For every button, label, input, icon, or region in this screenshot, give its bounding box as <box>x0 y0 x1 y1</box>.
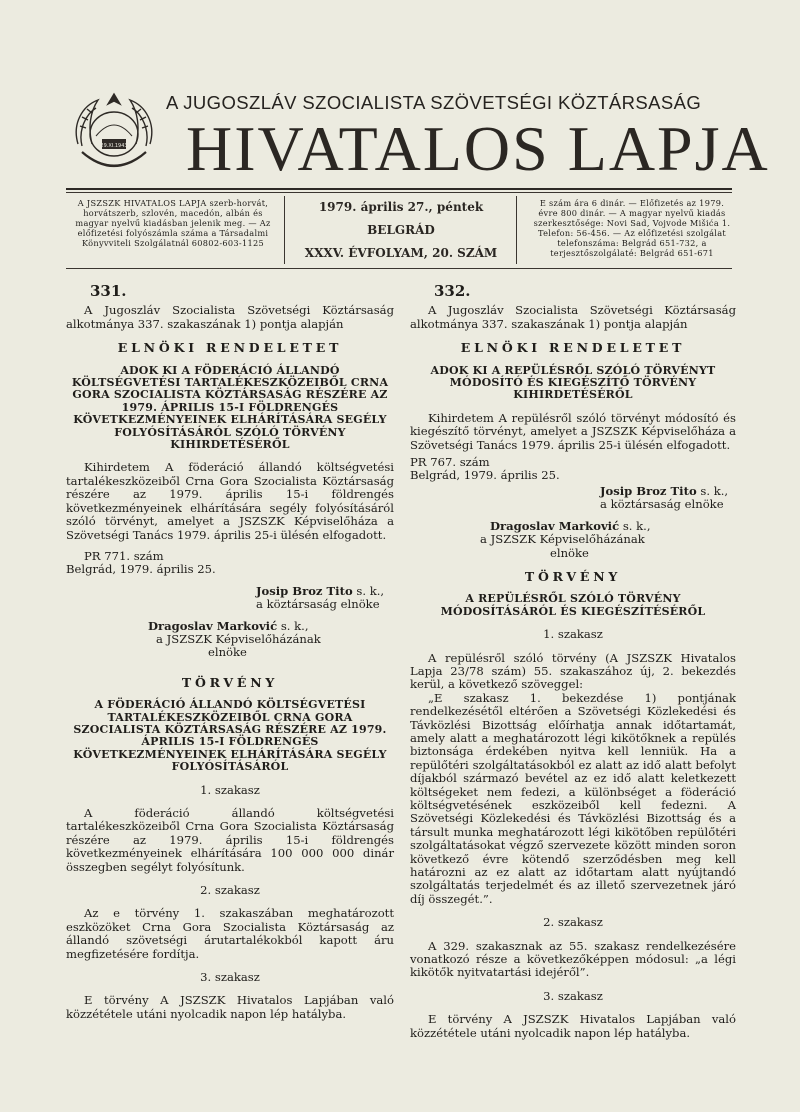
law-title: A REPÜLÉSRŐL SZÓLÓ TÖRVÉNY MÓDOSÍTÁSÁRÓL ÉS KIEGÉSZÍTÉSÉRŐL <box>440 592 706 618</box>
law-heading: TÖRVÉNY <box>524 568 622 584</box>
decree-title: ADOK KI A FÖDERÁCIÓ ÁLLANDÓ KÖLTSÉGVETÉSI TARTALÉKESZKÖZEIBŐL CRNA GORA SZOCIALISTA KÖZTÁRSASÁG RÉSZÉRE AZ 1979. ÁPRILIS 15-I FÖLDRENGÉS KÖVETKEZMÉNYEINEK ELHÁRÍTÁSÁRA SEGÉLY FOLYÓSÍTÁSÁRÓL SZÓLÓ TÖRVÉNY KIHIRDETÉSÉRŐL <box>71 363 389 452</box>
signature-markovic <box>66 620 394 660</box>
pr-number: PR 767. szám <box>410 455 490 470</box>
decree-heading: ELNÖKI RENDELETET <box>117 340 343 356</box>
section-text: „E szakasz 1. bekezdése 1) pontjának rendelkezésétől eltérően a Szövetségi Közlekedési és Távközlési Bizottság előírhatja annak időtartamát, amely alatt a meghatározott légi kikötőknek a repülés biztonsága érdekében nyitva kell lenniük. Ha a repülőtéri szolgáltatásokból ez alatt az idő alatt befolyt díjakból származó bevétel az ez idő alatt keletkezett költségeket nem fedezi, a különbséget a föderáció költségvetésének eszközeiből kell fedezni. A Szövetségi Közlekedési és Távközlési Bizottság és a társult munka meghatározott légi kikötőben repülőtéri szolgáltatásokat végző szervezete között minden soron következő évre kötendő szerződésben meg kell határozni az ez alatt az időtartam alatt nyújtandó szolgáltatás terjedelmét és az illető szervezetnek járó díj összegét.”. <box>410 690 736 906</box>
section-text: E törvény A JSZSZK Hivatalos Lapjában való közzététele utáni nyolcadik napon lép hatályba. <box>66 993 394 1021</box>
column-right <box>410 282 736 1040</box>
signer-suffix: s. k., <box>277 618 309 633</box>
section-text: A 329. szakasznak az 55. szakasz rendelkezésére vonatkozó része a következőképpen módosul: „a légi kikötők nyitvatartási idejéről”. <box>410 938 736 980</box>
section-text: E törvény A JSZSZK Hivatalos Lapjában való közzététele utáni nyolcadik napon lép hatályba. <box>410 1012 736 1040</box>
issue-volume: XXXV. ÉVFOLYAM, 20. SZÁM <box>304 246 498 260</box>
publication-info: A JSZSZK HIVATALOS LAPJA szerb-horvát, horvátszerb, szlovén, macedón, albán és magyar nyelvű kiadásban jelenik meg. — Az előfizetési folyószámla száma a Társadalmi Könyvviteli Szolgálatnál 60802-603-1125 <box>75 198 271 248</box>
law-title: A FÖDERÁCIÓ ÁLLANDÓ KÖLTSÉGVETÉSI TARTALÉKESZKÖZEIBŐL CRNA GORA SZOCIALISTA KÖZTÁRSASÁG RÉSZÉRE AZ 1979. ÁPRILIS 15-I FÖLDRENGÉS KÖVETKEZMÉNYEINEK ELHÁRÍTÁSÁRA SEGÉLY FOLYÓSÍTÁSÁRÓL <box>73 698 387 774</box>
signer-name: Josip Broz Tito <box>256 583 353 598</box>
section-heading: 3. szakasz <box>543 988 603 1003</box>
signer-role: a JSZSZK Képviselőházának <box>480 532 645 547</box>
issue-date: 1979. április 27., péntek <box>318 200 484 214</box>
signer-suffix: s. k., <box>352 583 385 598</box>
signer-role: a köztársaság elnöke <box>600 497 724 512</box>
section-heading: 2. szakasz <box>543 915 603 930</box>
info-divider-left <box>284 196 285 264</box>
emblem-date: 29.XI.1943 <box>100 143 128 149</box>
section-text: A repülésről szóló törvény (A JSZSZK Hivatalos Lapja 23/78 szám) 55. szakaszához új, 2. bekezdés kerül, a következő szöveggel: <box>410 650 736 692</box>
issue-place: BELGRÁD <box>367 223 435 237</box>
section-text: Az e törvény 1. szakaszában meghatározott eszközöket Crna Gora Szocialista Köztársaság az állandó szövetségi árutartalékokból kapott áru megfizetésére fordítja. <box>66 906 394 961</box>
pr-number: PR 771. szám <box>84 548 164 563</box>
info-divider-right <box>516 196 517 264</box>
signer-name: Dragoslav Marković <box>490 518 620 533</box>
law-heading: TÖRVÉNY <box>181 674 279 690</box>
signature-tito <box>410 485 736 512</box>
decree-title: ADOK KI A REPÜLÉSRŐL SZÓLÓ TÖRVÉNYT MÓDOSÍTÓ ÉS KIEGÉSZÍTŐ TÖRVÉNY KIHIRDETÉSÉRŐL <box>430 363 716 402</box>
place-date: Belgrád, 1979. április 25. <box>410 468 560 483</box>
section-text: A föderáció állandó költségvetési tartalékeszközeiből Crna Gora Szocialista Köztársaság részére az 1979. április 15-i földrengés következményeinek elhárítására 100 000 000 dinár összegben segélyt folyósítunk. <box>66 806 394 874</box>
signature-markovic <box>410 520 736 560</box>
place-date: Belgrád, 1979. április 25. <box>66 562 216 577</box>
decree-text: Kihirdetem A föderáció állandó költségvetési tartalékeszközeiből Crna Gora Szocialista Köztársaság részére az 1979. április 15-i földrengés következményeinek elhárítására segély folyósításáról szóló törvényt, amelyet a JSZSZK Képviselőháza a Szövetségi Tanács 1979. április 25-i ülésén elfogadott. <box>66 460 394 542</box>
gazette-title: HIVATALOS LAPJA <box>186 113 770 184</box>
signer-role: a JSZSZK Képviselőházának <box>156 631 321 646</box>
republic-name: A JUGOSZLÁV SZOCIALISTA SZÖVETSÉGI KÖZTÁRSASÁG <box>166 92 702 113</box>
decree-text: Kihirdetem A repülésről szóló törvényt módosító és kiegészítő törvényt, amelyet a JSZSZK Képviselőháza a Szövetségi Tanács 1979. április 25-i ülésén elfogadott. <box>410 410 736 452</box>
masthead-rule-top-thin <box>66 192 732 193</box>
issue-info <box>290 200 512 269</box>
signer-name: Dragoslav Marković <box>148 618 278 633</box>
coat-of-arms-icon <box>68 84 160 184</box>
signer-suffix: s. k., <box>619 518 651 533</box>
column-left <box>66 282 394 1021</box>
decree-heading: ELNÖKI RENDELETET <box>460 340 686 356</box>
signer-name: Josip Broz Tito <box>600 483 697 498</box>
price-info: E szám ára 6 dinár. — Előfizetés az 1979. évre 800 dinár. — A magyar nyelvű kiadás szerkesztősége: Novi Sad, Vojvode Mišića 1. Telefon: 56-456. — Az előfizetési szolgálat telefonszáma: Belgrád 651-732, a terjesztőszolgálaté: Belgrád 651-671 <box>533 198 731 258</box>
signer-role: a köztársaság elnöke <box>256 597 380 612</box>
document-number: 332. <box>434 282 471 300</box>
masthead-rule-top <box>66 188 732 190</box>
section-heading: 3. szakasz <box>200 970 260 985</box>
signer-suffix: s. k., <box>696 483 729 498</box>
section-heading: 1. szakasz <box>200 782 260 797</box>
section-heading: 2. szakasz <box>200 883 260 898</box>
signature-tito <box>66 585 394 612</box>
section-heading: 1. szakasz <box>543 627 603 642</box>
signer-role: elnöke <box>550 545 589 560</box>
intro-paragraph: A Jugoszláv Szocialista Szövetségi Köztársaság alkotmánya 337. szakaszának 1) pontja alapján <box>410 303 736 331</box>
signer-role: elnöke <box>208 645 247 660</box>
intro-paragraph: A Jugoszláv Szocialista Szövetségi Köztársaság alkotmánya 337. szakaszának 1) pontja alapján <box>66 303 394 331</box>
document-number: 331. <box>90 282 127 300</box>
